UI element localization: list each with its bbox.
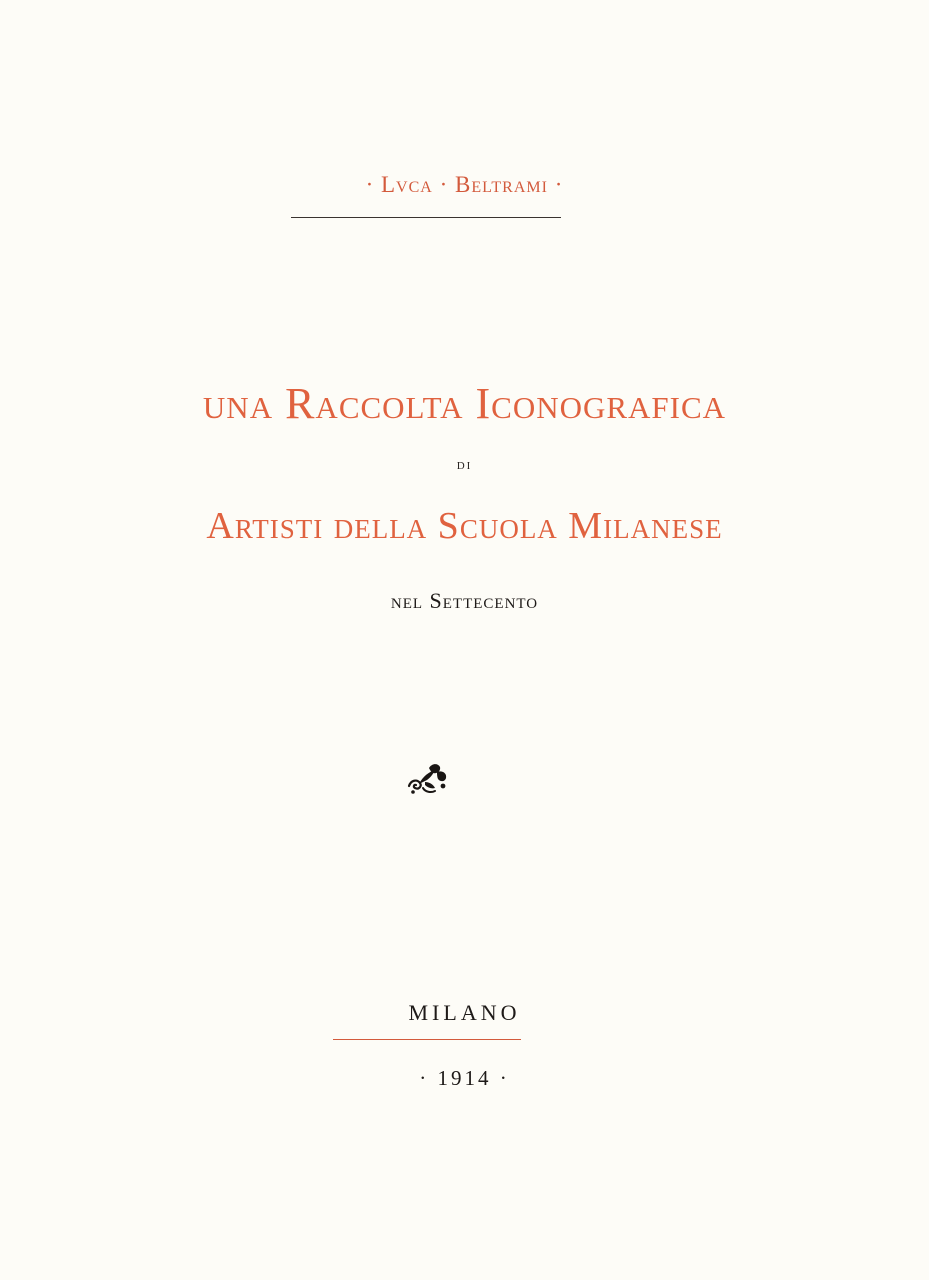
author-rule bbox=[291, 217, 561, 218]
imprint-year: · 1914 · bbox=[419, 1066, 510, 1090]
title-line-1: una Raccolta Iconografica bbox=[202, 379, 727, 428]
imprint-city: MILANO bbox=[408, 1000, 521, 1025]
author-line: · Lvca · Beltrami · bbox=[365, 172, 564, 197]
subtitle: nel Settecento bbox=[390, 588, 539, 613]
imprint-rule bbox=[333, 1039, 521, 1040]
title-connector: di bbox=[456, 456, 473, 473]
title-line-2: Artisti della Scuola Milanese bbox=[206, 505, 723, 547]
floral-ornament-icon bbox=[405, 762, 451, 796]
